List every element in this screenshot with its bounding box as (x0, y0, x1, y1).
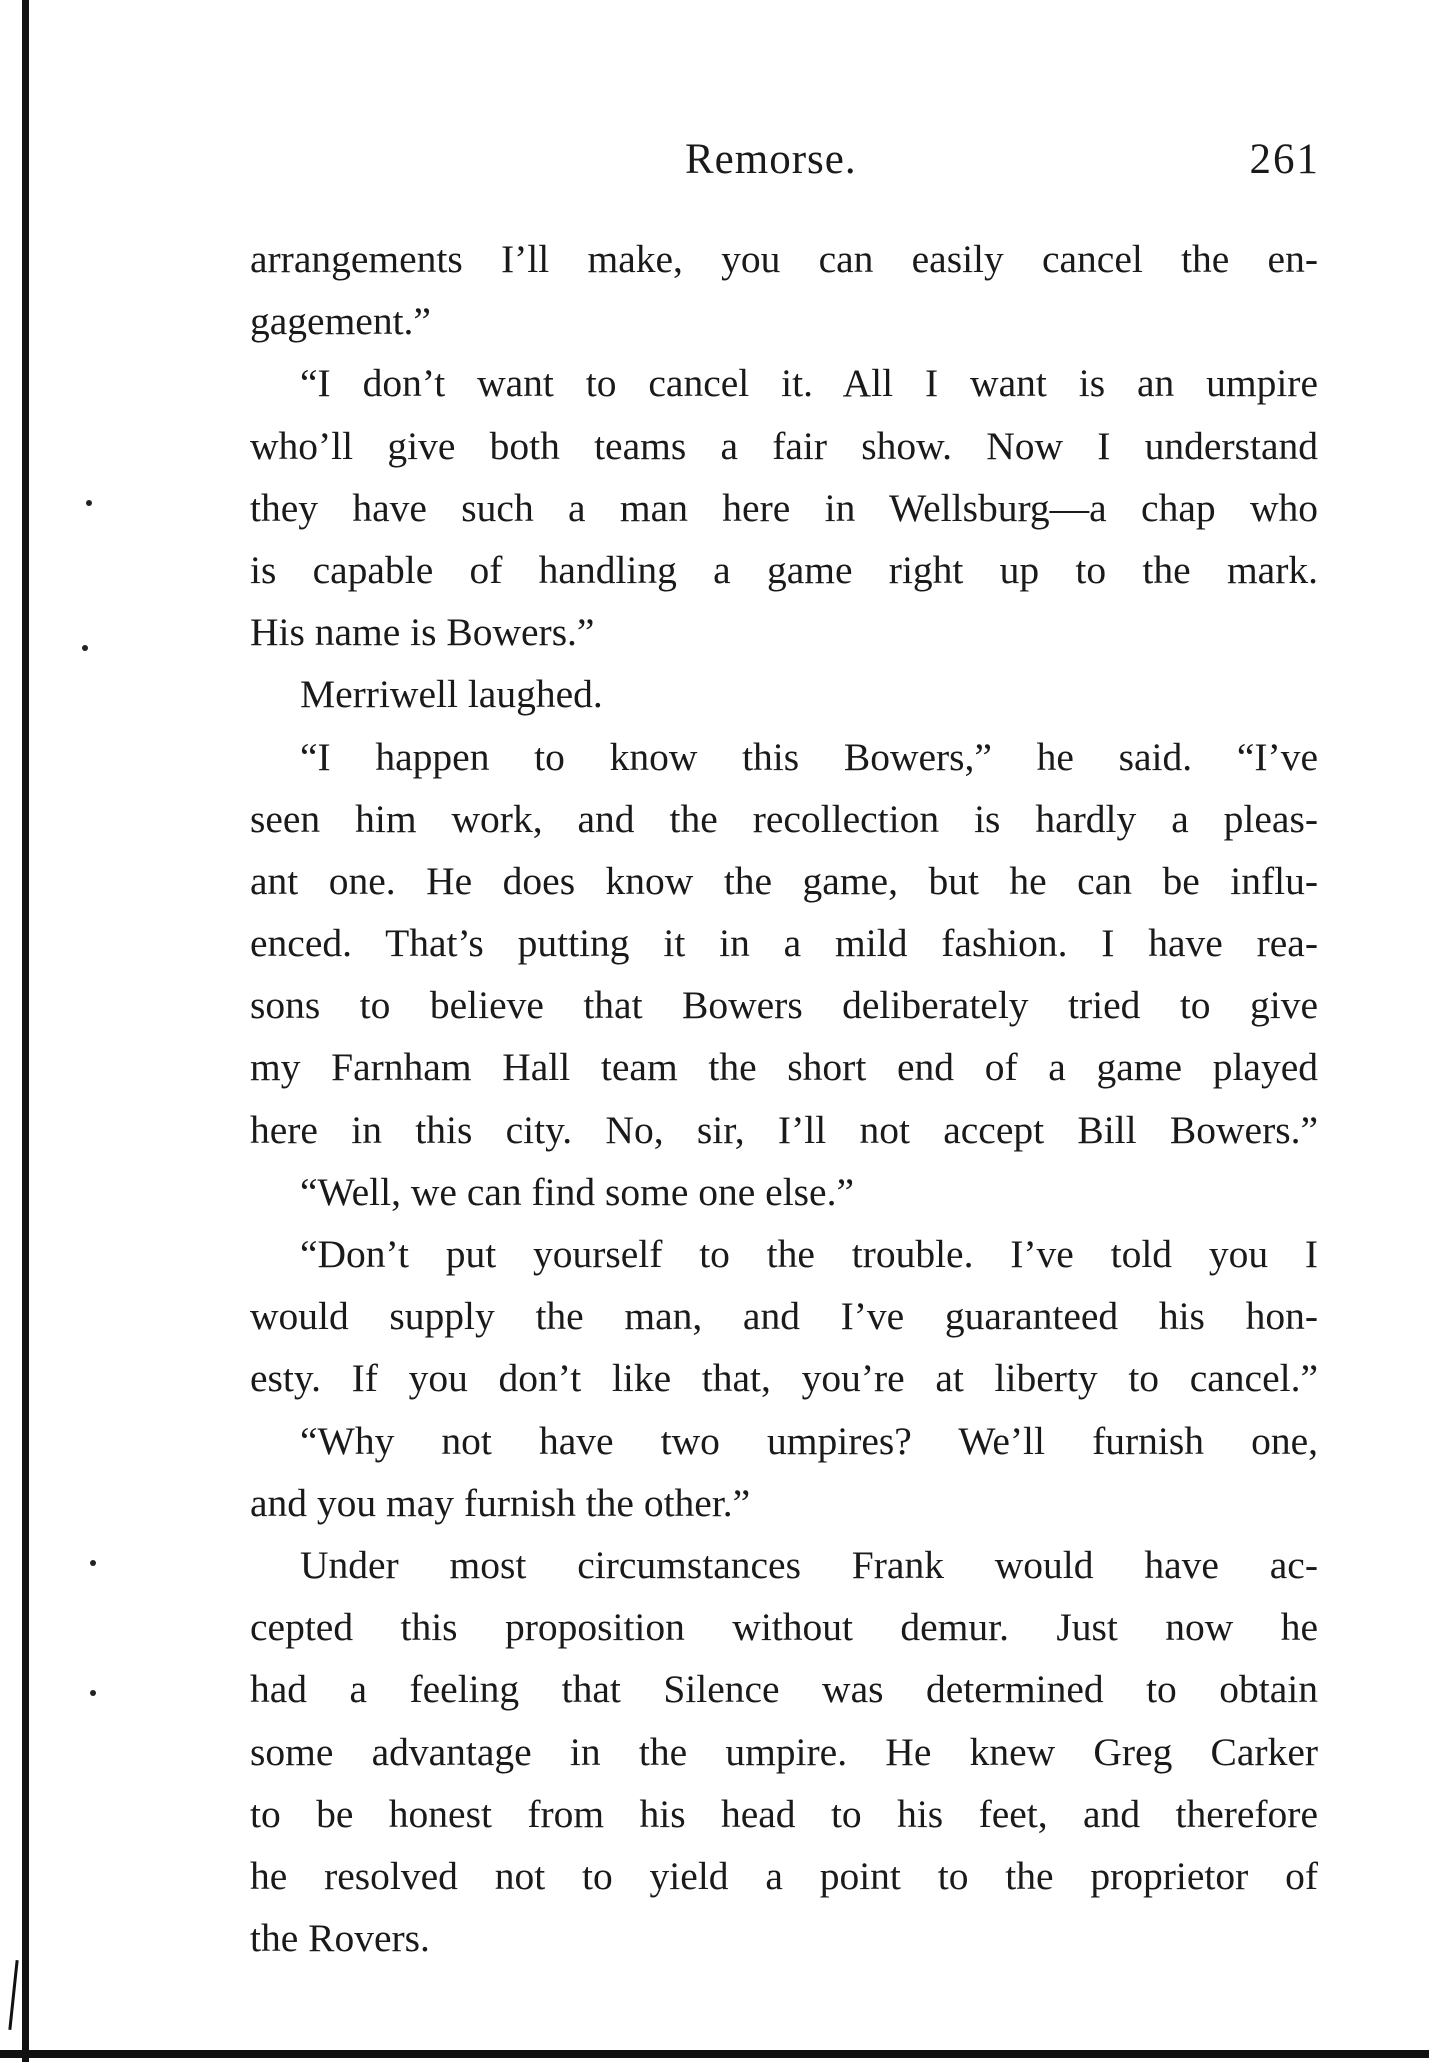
text-line: esty. If you don’t like that, you’re at liberty to cancel.” (250, 1356, 1318, 1401)
text-line: is capable of handling a game right up to the mark. (250, 547, 1318, 592)
text-line: arrangements I’ll make, you can easily cancel the en- (250, 237, 1318, 281)
scan-speck (90, 1690, 96, 1696)
text-line: “Why not have two umpires? We’ll furnish one, (300, 1418, 1318, 1463)
text-line: Merriwell laughed. (300, 672, 603, 717)
text-line: had a feeling that Silence was determined to obtain (250, 1667, 1318, 1712)
body-text (250, 228, 1318, 1969)
page-header (250, 135, 1320, 195)
text-line: sons to believe that Bowers deliberately tried to give (250, 983, 1318, 1028)
text-line: the Rovers. (250, 1916, 430, 1961)
bottom-edge (0, 2050, 1429, 2058)
text-line: gagement.” (250, 299, 431, 344)
text-line: “Don’t put yourself to the trouble. I’ve told you I (300, 1232, 1318, 1276)
text-line: he resolved not to yield a point to the proprietor of (250, 1853, 1318, 1898)
text-line: enced. That’s putting it in a mild fashion. I have rea- (250, 921, 1318, 966)
text-line: His name is Bowers.” (250, 610, 595, 655)
text-line: cepted this proposition without demur. Just now he (250, 1605, 1318, 1650)
running-head: Remorse. (685, 136, 857, 183)
page-number: 261 (1249, 136, 1320, 183)
scan-speck (86, 500, 92, 506)
scan-speck (90, 1560, 96, 1566)
text-line: “Well, we can find some one else.” (300, 1169, 854, 1214)
text-line: some advantage in the umpire. He knew Greg Carker (250, 1729, 1318, 1774)
text-line: my Farnham Hall team the short end of a game played (250, 1045, 1318, 1090)
text-line: they have such a man here in Wellsburg—a chap who (250, 485, 1318, 530)
text-line: here in this city. No, sir, I’ll not accept Bill Bowers.” (250, 1107, 1318, 1152)
binding-edge (22, 0, 29, 2062)
text-line: ant one. He does know the game, but he can be influ- (250, 858, 1318, 903)
binding-edge-stroke (8, 1960, 18, 2030)
text-line: who’ll give both teams a fair show. Now I understand (250, 423, 1318, 468)
text-line: Under most circumstances Frank would have ac- (300, 1542, 1318, 1587)
text-line: “I happen to know this Bowers,” he said. “I’ve (300, 734, 1318, 779)
text-line: “I don’t want to cancel it. All I want is an umpire (300, 361, 1318, 406)
scan-speck (82, 645, 88, 651)
text-line: seen him work, and the recollection is hardly a pleas- (250, 796, 1318, 841)
text-line: would supply the man, and I’ve guaranteed his hon- (250, 1294, 1318, 1339)
text-line: and you may furnish the other.” (250, 1480, 751, 1525)
text-line: to be honest from his head to his feet, and therefore (250, 1791, 1318, 1836)
